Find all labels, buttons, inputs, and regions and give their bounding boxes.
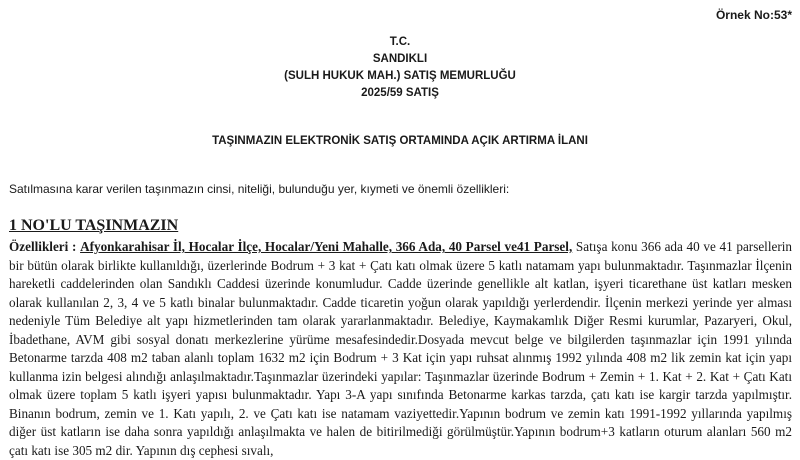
- header-line-district: SANDIKLI: [372, 53, 428, 65]
- example-number: Örnek No:53*: [715, 8, 792, 22]
- header-line-country: T.C.: [389, 36, 411, 48]
- header-line-office: (SULH HUKUK MAH.) SATIŞ MEMURLUĞU: [284, 70, 516, 82]
- intro-text: Satılmasına karar verilen taşınmazın cinsi, niteliği, bulunduğu yer, kıymeti ve önemli özellikleri:: [9, 182, 510, 196]
- property-address: Afyonkarahisar İl, Hocalar İlçe, Hocalar/Yeni Mahalle, 366 Ada, 40 Parsel ve41 Parsel,: [80, 239, 573, 254]
- features-label: Özellikleri :: [9, 239, 77, 254]
- property-heading: 1 NO'LU TAŞINMAZIN: [9, 217, 179, 234]
- header-line-case-number: 2025/59 SATIŞ: [361, 87, 439, 99]
- document-header: [0, 34, 800, 102]
- property-description-text: Satışa konu 366 ada 40 ve 41 parsellerin bir bütün olarak birlikte kullanıldığı, üzerlerinde Bodrum + 3 kat + Çatı katı olmak üzere 5 katlı natamam yapı bulunmaktadır. Taşınmazlar İlçenin hareketli caddelerinden olan Sandıklı Caddesi üzerinde konumludur. Cadde üzerinde genellikle alt katlan, işyeri ticarethane üst katları mesken olarak kullanılan 2, 3, 4 ve 5 katlı binalar bulunmaktadır. Cadde ticaretin yoğun olarak yapıldığı yerlerdendir. İlçenin merkezi yerinde yer alması nedeniyle Tüm Belediye alt yapı hizmetlerinden tam olarak yararlanmaktadır. Belediye, Kaymakamlık Diğer Resmi kurumlar, Pazaryeri, Okul, İbadethane, AVM gibi sosyal donatı merkezlerine yürüme mesafesindedir.Dosyada mevcut belge ve bilgilerden taşınmazlar için 1991 yılında Betonarme tarzda 408 m2 taban alanlı toplam 1632 m2 için Bodrum + 3 Kat için yapı ruhsat alınmış 1992 yılında 408 m2 lik zemin kat için yapı kullanma izin belgesi alındığı anlaşılmaktadır.Taşınmazlar üzerindeki yapılar: Taşınmazlar üzerinde Bodrum + Zemin + 1. Kat + 2. Kat + Çatı Katı olmak üzere toplam 5 katlı işyeri yapısı bulunmaktadır. Yapı 3-A yapı sınıfında Betonarme karkas tarzda, çatı katı ise kargir tarzda yapılmıştır. Binanın bodrum, zemin ve 1. Katı yapılı, 2. ve Çatı katı ise natamam vaziyettedir.Yapının bodrum ve zemin katı 1991-1992 yıllarında yapılmış diğer üst katların ise daha sonra yapıldığı anlaşılmakta ve halen de bitirilmediği görülmüştür.Yapının bodrum+3 katların oturum alanları 560 m2 çatı katı ise 305 m2 dir. Yapının dış cephesi sıvalı,: [9, 239, 793, 458]
- property-description: [9, 238, 792, 460]
- announcement-title: TAŞINMAZIN ELEKTRONİK SATIŞ ORTAMINDA AÇIK ARTIRMA İLANI: [212, 135, 588, 147]
